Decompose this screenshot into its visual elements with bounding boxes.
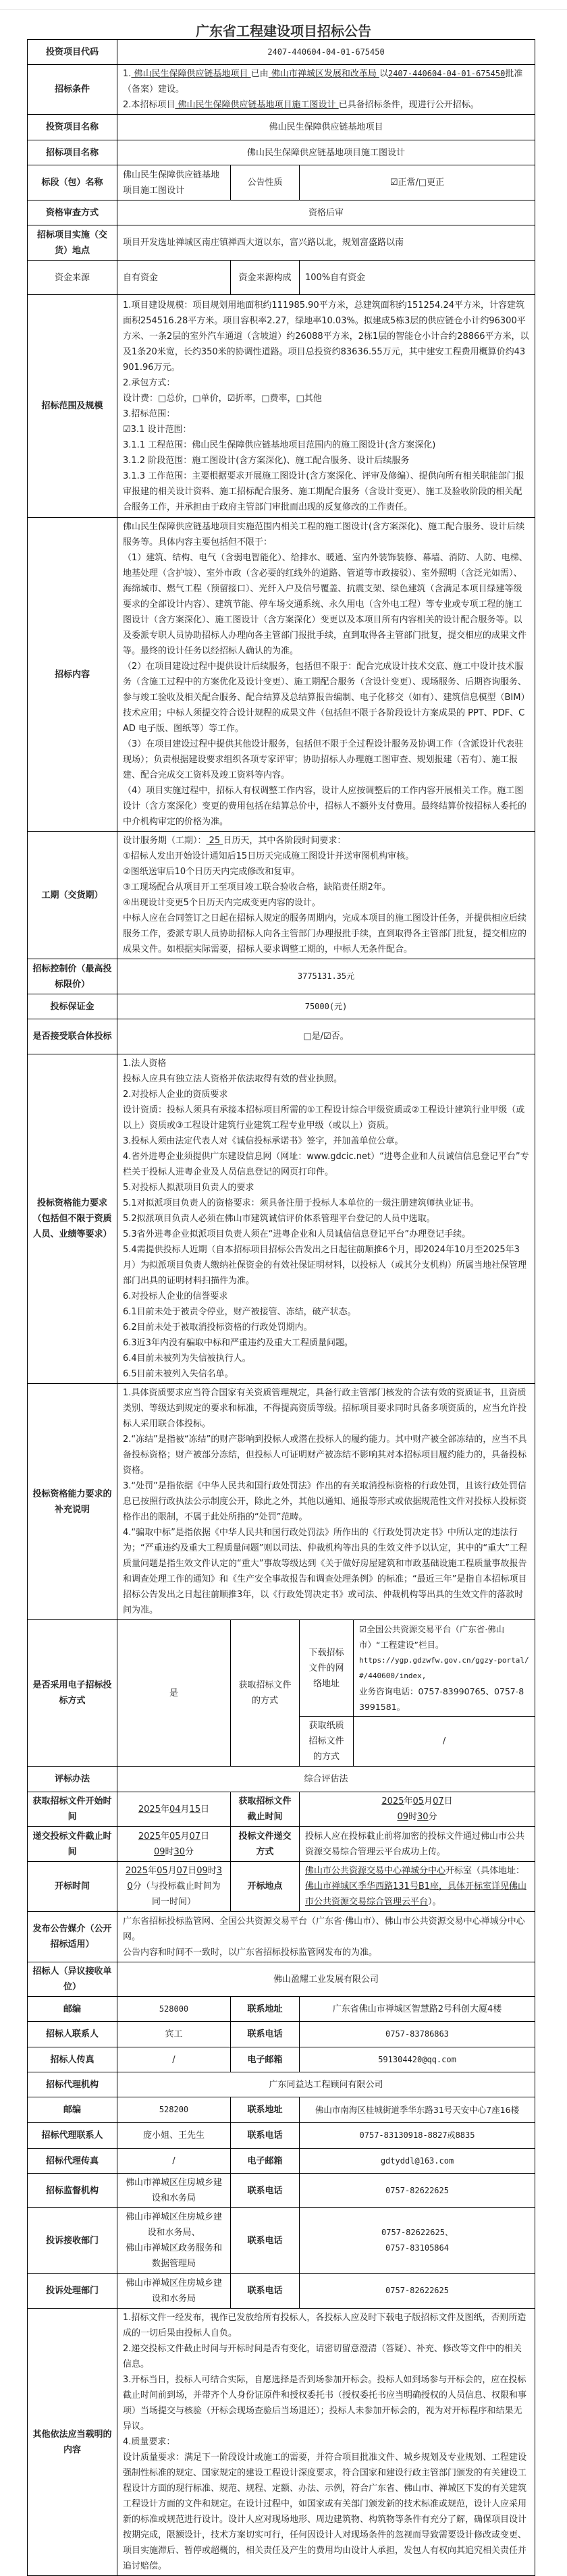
value-agency-contact: 庞小姐、王先生 — [117, 2123, 231, 2149]
value-tenderer-addr: 广东省佛山市禅城区智慧路2号科创大厦4楼 — [300, 1997, 535, 2022]
row-obtain-time — [28, 1792, 535, 1827]
media-line: 广东省招标投标监管网、全国公共资源交易平台（广东省·佛山市）、佛山市公共资源交易中心禅城分中心网。 — [123, 1916, 525, 1942]
value-control-price: 3775131.35元 — [117, 959, 535, 994]
row-agency-fax — [28, 2149, 535, 2174]
row-content — [28, 518, 535, 832]
label-tenderer-addr: 联系地址 — [231, 1997, 300, 2022]
value-agency-addr: 佛山市南海区桂城街道季华东路31号天安中心7座16楼 — [300, 2097, 535, 2123]
value-qualification — [117, 1054, 535, 1384]
row-funding — [28, 261, 535, 295]
row-evaluation — [28, 1767, 535, 1792]
label-control-price: 招标控制价（最高投标限价） — [28, 959, 117, 994]
complaint-dept-1: 佛山市禅城区住房城乡建设和水务局、 — [125, 2212, 222, 2238]
qual-line: 6.5目前未被列入失信名单。 — [123, 1369, 234, 1379]
qual-line: 5.3省外进粤企业拟派项目负责人须在“进粤企业和人员诚信信息登记平台”办理登记手续。 — [123, 1229, 471, 1239]
submit-hour: 09 — [153, 1846, 165, 1857]
period-line: 中标人应在合同签订之日起在招标人规定的服务周期内，完成本项目的施工图设计任务，并提供相应后续服务工作，委派专职人员协助招标人向各主管部门办理报批手续，直到取得各主管部门批复，提交相应的成果文件。如根据实际需要，招标人要求调整工期的，中标人无条件配合。 — [123, 913, 527, 955]
cond-prefix: 1. — [123, 69, 132, 79]
value-opening: 2025年05月07日09时30分（与投标截止时间为同一时间） — [117, 1862, 231, 1912]
label-nature: 公告性质 — [231, 165, 300, 200]
row-qualification — [28, 1054, 535, 1384]
label-project-code: 投资项目代码 — [28, 40, 117, 65]
value-paper: / — [354, 1717, 535, 1767]
period-line: ④出现设计变更5个日历天内完成变更内容的设计。 — [123, 898, 321, 908]
row-media — [28, 1912, 535, 1962]
label-paper: 获取纸质招标文件的方式 — [300, 1717, 354, 1767]
period-end: 日历天，其中各阶段时间要求： — [223, 836, 346, 846]
value-supplement — [117, 1384, 535, 1620]
row-supervision — [28, 2174, 535, 2208]
row-control-price — [28, 959, 535, 994]
value-agency: 广东同益达工程顾问有限公司 — [117, 2072, 535, 2097]
submit-month: 05 — [169, 1831, 181, 1842]
label-tenderer-fax: 招标人传真 — [28, 2047, 117, 2072]
value-deposit: 75000(元) — [117, 994, 535, 1019]
start-year: 2025 — [138, 1804, 161, 1815]
open-hour: 09 — [196, 1866, 208, 1876]
label-agency-contact: 招标代理联系人 — [28, 2123, 117, 2149]
value-conditions — [117, 65, 535, 115]
cond-end: 批准（备案）建设。 — [123, 69, 523, 95]
label-tenderer: 招标人（异议接收单位） — [28, 1962, 117, 1997]
other-line: 1.招标文件一经发布，视作已发放给所有投标人，各投标人应及时下载电子版招标文件及图纸，否则所造成的一切后果由投标人自负。 — [123, 2313, 526, 2338]
start-day: 15 — [189, 1804, 201, 1815]
supp-line: 4.“骗取中标”是指依据《中华人民共和国行政处罚法》所作出的《行政处罚决定书》中所认定的违法行为；“严重违约及重大工程质量问题”则以司法、仲裁机构等出具的生效文件予以认定，其中的“重大”工程质量问题是指生效文件认定的“重大”事故等级达到《关于做好房屋建筑和市政基础设施工程质量事故报告和调查处理工作的通知》和《生产安全事故报告和调查处理条例》的标准；“最近三年”是指自本招标项目招标公告发出之日起往前顺推3年，以《行政处罚决定书》或司法、仲裁机构等出具的生效文件的落款时间为准。 — [123, 1528, 527, 1615]
value-agency-post: 528200 — [117, 2097, 231, 2123]
row-submit — [28, 1827, 535, 1862]
value-tenderer-contact: 宾工 — [117, 2022, 231, 2047]
value-agency-fax: / — [117, 2149, 231, 2174]
other-line: 4.质量要求： — [123, 2437, 176, 2447]
qual-line: 2.对投标人企业的资质要求 — [123, 1090, 228, 1100]
place-address: 佛山市禅城区季华西路131号B1座，具体开标室详见佛山市公共资源交易综合管理云平台 — [305, 1881, 527, 1907]
qual-line: 6.3近3年内没有骗取中标和严重违约及重大工程质量问题。 — [123, 1338, 353, 1348]
cond2-end: 已具备招标条件，现进行公开招标。 — [338, 100, 479, 110]
value-content — [117, 518, 535, 832]
value-review: 资格后审 — [117, 200, 535, 225]
value-submit: 2025年05月07日 09时30分 — [117, 1827, 231, 1862]
supp-line: 3.“处罚”是指依据《中华人民共和国行政处罚法》作出的有关取消投标资格的行政处罚，且该行政处罚信息已按照行政执法公示制度公开，除此之外，其他以通知、通报等形式或依据规范性文件对投标人投标资格作出的限制，不属于此处所指的“处罚”范畴。 — [123, 1481, 527, 1522]
label-tenderer-post: 邮编 — [28, 1997, 117, 2022]
row-invest-name — [28, 115, 535, 140]
row-period — [28, 832, 535, 959]
label-agency-post: 邮编 — [28, 2097, 117, 2123]
label-opening-place: 开标地点 — [231, 1862, 300, 1912]
label-media: 发布公告媒介（公开招标适用） — [28, 1912, 117, 1962]
row-deposit — [28, 994, 535, 1019]
open-year: 2025 — [125, 1866, 148, 1876]
row-tenderer-fax — [28, 2047, 535, 2072]
value-tenderer-email[interactable]: 591304420@qq.com — [300, 2047, 535, 2072]
scope-line: ☑3.1 设计范围： — [123, 424, 192, 435]
announcement-table — [27, 39, 535, 2576]
open-minute: 30 — [127, 1866, 223, 1891]
value-project-code: 2407-440604-04-01-675450 — [117, 40, 535, 65]
label-other: 其他依法应当载明的内容 — [28, 2309, 117, 2576]
value-complaint-receive — [117, 2208, 231, 2274]
row-agency-contact — [28, 2123, 535, 2149]
value-obtain-end: 2025年05月07日 09时30分 — [300, 1792, 535, 1827]
scope-line: 3.招标范围： — [123, 408, 176, 419]
value-obtain-start: 2025年04月15日 — [117, 1792, 231, 1827]
label-period: 工期（交货期） — [28, 832, 117, 959]
scope-line: 3.1.3 工作范围：主要根据要求开展施工图设计(含方案深化、评审及修编）、提供向所有相关职能部门报审报建的相关设计资料、施工招标配合服务、施工期配合服务（含设计变更）、施工及验收阶段的相关配合服务工作，并承担由于政府主管部门审批而出现的反复修改的工作责任。 — [123, 471, 524, 512]
value-supervision-phone: 0757-82622625 — [300, 2174, 535, 2208]
row-agency — [28, 2072, 535, 2097]
row-electronic — [28, 1620, 535, 1717]
qual-line: 5.4需提供投标人近期（自本招标项目招标公告发出之日起往前顺推6个月，即2024年10月至2025年3月）为拟派项目负责人缴纳社保资金的有效社保证明材料，以投标人（或其分支机构）所属当地社保管理部门出具的证明材料扫描件为准。 — [123, 1245, 527, 1286]
value-complaint-handle: 佛山市禅城区住房城乡建设和水务局 — [117, 2274, 231, 2309]
label-complaint-handle: 投诉处理部门 — [28, 2274, 117, 2309]
value-tenderer-post: 528000 — [117, 1997, 231, 2022]
label-deposit: 投标保证金 — [28, 994, 117, 1019]
value-tenderer-fax: / — [117, 2047, 231, 2072]
content-line: （4）项目实施过程中，招标人有权调整工作内容，设计人应按调整后的工作内容开展相关工作。施工图设计（含方案深化）变更的费用包括在结算总价中，招标人不额外支付费用。最终结算价按招标人委托的中介机构审定的价格为准。 — [123, 786, 527, 827]
label-obtain-method: 获取招标文件的方式 — [231, 1620, 300, 1767]
value-download — [354, 1620, 535, 1717]
label-complaint-receive-phone: 联系电话 — [231, 2208, 300, 2274]
label-complaint-handle-phone: 联系电话 — [231, 2274, 300, 2309]
row-review — [28, 200, 535, 225]
complaint-phone-2: 0757-83105864 — [385, 2243, 449, 2253]
value-scope — [117, 295, 535, 518]
content-line: （1）建筑、结构、电气（含弱电智能化）、给排水、暖通、室内外装饰装修、幕墙、消防、人防、电梯、地基处理（含护坡）、室外市政（含必要的红线外的道路、管道等市政接驳）、室外照明（含泛光如需）、海绵城市、燃气工程（预留接口）、光纤入户及信号覆盖、抗震支架、绿色建筑（含满足本项目绿建等级要求的全部设计内容）、建筑节能、停车场交通系统、永久用电（含外电工程）等专业或专项工程的施工图设计（含方案深化）、施工图设计（含方案深化）变更以及本项目所有内容相关的设计配合服务等。以及委派专职人员协助招标人办理向各主管部门报批手续，直到取得各主管部门批复，提交相应的成果文件等。最终的设计任务以经招标人确认的为准。 — [123, 553, 528, 656]
value-location: 项目开发选址禅城区南庄镇禅西大道以东，富兴路以北，规划富盛路以南 — [117, 225, 535, 261]
place-center: 佛山市公共资源交易中心禅城分中心 — [305, 1866, 446, 1876]
label-funding: 资金来源 — [28, 261, 117, 295]
label-obtain-end: 获取招标文件截止时间 — [231, 1792, 300, 1827]
page-title: 广东省工程建设项目招标公告 — [196, 23, 371, 39]
value-nature: ☑正常/□更正 — [300, 165, 535, 200]
open-month: 05 — [157, 1866, 168, 1876]
content-line: （2）在项目建设过程中提供设计后续服务，包括但不限于：配合完成设计技术交底、施工中设计技术服务（含施工过程中的方案优化及设计变更）、施工期配合服务（含设计变更）、现场服务、后期咨询服务、参与竣工验收及相关配合服务、配合结算及总结算报告编制、电子化移交（如有）、建筑信息模型（BIM）技术应用；中标人须提交符合设计规程的成果文件（包括但不限于各阶段设计方案成果的 PPT、PDF、CAD 电子版、图纸等）等工作。 — [123, 662, 527, 734]
label-qualification: 投标资格能力要求（包括但不限于资质人员、业绩等要求） — [28, 1054, 117, 1384]
scope-line: 1.项目建设规模：项目规划用地面积约111985.90平方米，总建筑面积约151254.24平方米，计容建筑面积254516.28平方米。项目容积率2.27，绿地率10.03%。拟建成5栋3层的供应链仓小计约96300平方米、一条2层的室外汽车通道（含坡道）约26088平方米，2栋1层的智能仓小计合约28866平方米，以及1条20米宽，长约350米的协调性道路。项目总投资约83636.55万元，其中建安工程费用概算价约43901.96万元。 — [123, 300, 529, 373]
value-agency-phone: 0757-83130918-8827或8835 — [300, 2123, 535, 2149]
row-complaint-handle — [28, 2274, 535, 2309]
label-invest-name: 投资项目名称 — [28, 115, 117, 140]
row-supplement — [28, 1384, 535, 1620]
label-evaluation: 评标办法 — [28, 1767, 117, 1792]
row-other — [28, 2309, 535, 2576]
cond2-prefix: 2.本招标项目 — [123, 100, 176, 110]
value-tenderer: 佛山盈耀工业发展有限公司 — [117, 1962, 535, 1997]
open-note: 分（与投标截止时间为同一时间） — [132, 1881, 221, 1907]
place-end: ）。 — [428, 1897, 441, 1907]
label-complaint-receive: 投诉接收部门 — [28, 2208, 117, 2274]
end-hour: 09 — [397, 1812, 408, 1822]
label-agency-email: 电子邮箱 — [231, 2149, 300, 2174]
period-line: ②图纸送审后10个日历天内完成修改和复审。 — [123, 867, 300, 877]
complaint-dept-2: 佛山市禅城区政务服务和数据管理局 — [125, 2243, 222, 2269]
label-opening: 开标时间 — [28, 1862, 117, 1912]
label-agency-fax: 招标代理传真 — [28, 2149, 117, 2174]
row-tender-name — [28, 140, 535, 165]
row-complaint-receive — [28, 2208, 535, 2274]
cond-mid2: 以 — [379, 69, 388, 79]
qual-line: 设计资质：投标人须具有承接本招标项目所需的①工程设计综合甲级资质或②工程设计建筑行业甲级（或以上）资质或③工程设计建筑行业建筑工程专业甲级（或以上）资质。 — [123, 1105, 525, 1131]
qual-line: 6.1目前未处于被责令停业，财产被接管、冻结，破产状态。 — [123, 1307, 356, 1317]
qual-line: 投标人应具有独立法人资格并依法取得有效的营业执照。 — [123, 1074, 343, 1084]
content-line: （3）在项目建设过程中提供其他设计服务，包括但不限于全过程设计服务及协调工作（含派设计代表驻现场）；负责根据建设要求组织各项专家评审；协助招标人办理施工图审查、规划报建（若有）、施工报建、配合完成交工资料及竣工资料等内容。 — [123, 739, 524, 780]
value-electronic: 是 — [117, 1620, 231, 1767]
row-section — [28, 165, 535, 200]
qual-line: 5.1对拟派项目负责人的资格要求：须具备注册于投标人本单位的一级注册建筑师执业证书。 — [123, 1198, 479, 1208]
value-composition: 100%自有资金 — [300, 261, 535, 295]
open-day: 07 — [176, 1866, 188, 1876]
label-agency-addr: 联系地址 — [231, 2097, 300, 2123]
label-content: 招标内容 — [28, 518, 117, 832]
cond-project: 佛山民生保障供应链基地项目 — [131, 69, 251, 79]
end-minute: 30 — [417, 1812, 429, 1822]
complaint-phone-1: 0757-82622625、 — [381, 2228, 453, 2237]
value-complaint-receive-phone — [300, 2208, 535, 2274]
value-supervision: 佛山市禅城区住房城乡建设和水务局 — [117, 2174, 231, 2208]
value-tenderer-phone: 0757-83786863 — [300, 2022, 535, 2047]
submit-day: 07 — [189, 1831, 201, 1842]
scope-line: 3.1.1 工程范围：佛山民生保障供应链基地项目范围内的施工图设计(含方案深化) — [123, 439, 436, 450]
content-line: 佛山民生保障供应链基地项目实施范围内相关工程的施工图设计(含方案深化)、施工配合服务、设计后续服务等。具体内容主要包括但不限于： — [123, 522, 525, 547]
qual-line: 5.对投标人拟派项目负责人的要求 — [123, 1183, 254, 1193]
label-section: 标段（包）名称 — [28, 165, 117, 200]
media-line: 公告内容和时间不一致时，以广东省招标投标监管网发布的为准。 — [123, 1947, 378, 1958]
period-prefix: 设计服务期（工期）： — [123, 836, 207, 846]
value-agency-email[interactable]: gdtyddl@163.com — [300, 2149, 535, 2174]
qual-line: 6.2目前未处于被取消投标资格的行政处罚期内。 — [123, 1322, 313, 1333]
end-day: 07 — [433, 1796, 444, 1806]
row-location — [28, 225, 535, 261]
label-tenderer-phone: 联系电话 — [231, 2022, 300, 2047]
value-period — [117, 832, 535, 959]
top-divider — [0, 9, 567, 10]
cond-code: 2407-440604-04-01-675450 — [387, 69, 506, 78]
value-submit-method: 投标人应在投标截止前将加密的投标文件通过佛山市公共资源交易综合管理云平台成功上传。 — [300, 1827, 535, 1862]
row-conditions — [28, 65, 535, 115]
cond-mid: 已由 — [250, 69, 269, 79]
submit-minute: 30 — [173, 1846, 186, 1857]
label-composition: 资金来源构成 — [231, 261, 300, 295]
qual-line: 4.省外进粤企业须提供广东建设信息网（网址：www.gdcic.net）“进粤企业和人员诚信信息登记平台”专栏关于投标人进粤企业及人员信息登记的网页打印件。 — [123, 1152, 529, 1177]
label-tenderer-email: 电子邮箱 — [231, 2047, 300, 2072]
label-supervision-phone: 联系电话 — [231, 2174, 300, 2208]
qual-line: 3.投标人须由法定代表人对《诚信投标承诺书》签字，并加盖单位公章。 — [123, 1136, 404, 1146]
label-agency-phone: 联系电话 — [231, 2123, 300, 2149]
value-consortium: □是/☑否。 — [117, 1019, 535, 1054]
period-line: ③工现场配合从项目开工至项目竣工联合验收合格，缺陷责任期2年。 — [123, 882, 391, 892]
value-media — [117, 1912, 535, 1962]
qual-line: 1.法人资格 — [123, 1058, 167, 1069]
qual-line: 5.2拟派项目负责人必须在佛山市建筑诚信评价体系管理平台登记的人员中选取。 — [123, 1214, 435, 1224]
cond2-project: 佛山民生保障供应链基地项目施工图设计 — [175, 100, 339, 110]
label-location: 招标项目实施（交货）地点 — [28, 225, 117, 261]
label-tenderer-contact: 招标人联系人 — [28, 2022, 117, 2047]
label-conditions: 招标条件 — [28, 65, 117, 115]
label-submit-method: 投标文件递交方式 — [231, 1827, 300, 1862]
label-electronic: 是否采用电子招标投标方式 — [28, 1620, 117, 1767]
download-url-link[interactable]: https://ygp.gdzwfw.gov.cn/ggzy-portal/#/440600/index, — [359, 1656, 529, 1680]
value-funding: 自有资金 — [117, 261, 231, 295]
label-submit: 递交投标文件截止时间 — [28, 1827, 117, 1862]
label-supplement: 投标资格能力要求的补充说明 — [28, 1384, 117, 1620]
value-section: 佛山民生保障供应链基地项目施工图设计 — [117, 165, 231, 200]
download-phone: 业务咨询电话：0757-83990765、0757-83991581。 — [359, 1686, 524, 1712]
label-tender-name: 招标项目名称 — [28, 140, 117, 165]
submit-year: 2025 — [138, 1831, 161, 1842]
value-opening-place — [300, 1862, 535, 1912]
value-evaluation: 综合评估法 — [117, 1767, 535, 1792]
label-review: 资格审查方式 — [28, 200, 117, 225]
period-line: ①招标人发出开始设计通知后15日历天完成施工图设计并送审图机构审核。 — [123, 851, 414, 861]
place-room: 开标室（具体地址： — [446, 1866, 525, 1876]
scope-line: 2.承包方式： — [123, 377, 176, 388]
label-download: 下载招标文件的网络地址 — [300, 1620, 354, 1717]
start-month: 04 — [169, 1804, 181, 1815]
qual-line: 6.4目前未被列为失信被执行人。 — [123, 1353, 251, 1364]
supp-line: 2.“冻结”是指被“冻结”的财产影响到投标人或潜在投标人的履约能力。其中财产被全部冻结的，应当不具备投标资格；财产被部分冻结，但投标人可证明财产被冻结不影响其对本招标项目履约能力的，具备投标资格。 — [123, 1434, 527, 1476]
other-line: 3.开标当日，投标人可结合实际，自愿选择是否到场参加开标会。投标人如到场参与开标会的，应在投标截止时间前到场，并带齐个人身份证原件和授权委托书（授权委托书应当明确授权的人员信息、权限和事项）当场提交与核验（开标会现场查验后当场退还）；投标人未参加开标会的，视为对开标程序和结果无异议。 — [123, 2375, 527, 2432]
cond-agency: 佛山市禅城区发展和改革局 — [268, 69, 379, 79]
row-tenderer-post — [28, 1997, 535, 2022]
value-invest-name: 佛山民生保障供应链基地项目 — [117, 115, 535, 140]
label-scope: 招标范围及规模 — [28, 295, 117, 518]
row-consortium — [28, 1019, 535, 1054]
label-supervision: 招标监督机构 — [28, 2174, 117, 2208]
qual-line: 6.对投标人企业的信誉要求 — [123, 1291, 228, 1302]
row-tenderer-contact — [28, 2022, 535, 2047]
other-line: 2.递交投标文件截止时间与开标时间是否有变化，请密切留意澄清（答疑）、补充、修改等文件中的相关信息。 — [123, 2344, 522, 2369]
value-complaint-handle-phone: 0757-82622625 — [300, 2274, 535, 2309]
end-year: 2025 — [381, 1796, 404, 1806]
supp-line: 1.具体资质要求应当符合国家有关资质管理规定，具备行政主管部门核发的合法有效的资质证书，且资质类别、等级达到规定的要求和标准，不得提高资质等级。招标项目要求同时具备多项资质的，应当允许投标人采用联合体投标。 — [123, 1388, 527, 1429]
label-obtain-start: 获取招标文件开始时间 — [28, 1792, 117, 1827]
period-days: 25 — [206, 836, 223, 846]
download-platform: ☑全国公共资源交易平台（广东省·佛山市）“工程建设”栏目。 — [359, 1624, 505, 1650]
label-agency: 招标代理机构 — [28, 2072, 117, 2097]
value-other — [117, 2309, 535, 2576]
scope-line: 设计费：□总价，□单价，☑折率，□费率，□其他 — [123, 393, 322, 404]
label-consortium: 是否接受联合体投标 — [28, 1019, 117, 1054]
row-tenderer — [28, 1962, 535, 1997]
row-agency-post — [28, 2097, 535, 2123]
row-project-code — [28, 40, 535, 65]
scope-line: 3.1.2 阶段范围：施工图设计(含方案深化)、施工配合服务、设计后续服务 — [123, 455, 410, 466]
value-tender-name: 佛山民生保障供应链基地项目施工图设计 — [117, 140, 535, 165]
row-scope — [28, 295, 535, 518]
end-month: 05 — [412, 1796, 425, 1806]
other-line: 设计质量要求：满足下一阶段设计或施工的需要，并符合项目批准文件、城乡规划及专业规划、工程建设强制性标准的规定、国家规定的建设工程设计深度要求，符合国家和建设行政主管部门颁发的有关建设工程设计方面的现行标准、规范、规程、定额、办法、示例，符合广东省、佛山市、禅城区下发的有关建筑工程设计方面的文件和规定。在设计过程中，如国家或有关部门颁发新的技术标准或规范，设计人应采用新的标准或规范进行设计。设计人应对现场地形、周边建筑物、构筑物等条件有充分了解，确保项目设计按期完成，限额设计，技术方案切实可行，任何因设计人对现场条件的忽视而导致需要设计修改或变更、项目实施滞后、暂停或超概的，相关责任及产生的费用均由设计人承担，发包人有权向其追究相关责任并追讨赔偿。 — [123, 2452, 527, 2571]
row-opening — [28, 1862, 535, 1912]
